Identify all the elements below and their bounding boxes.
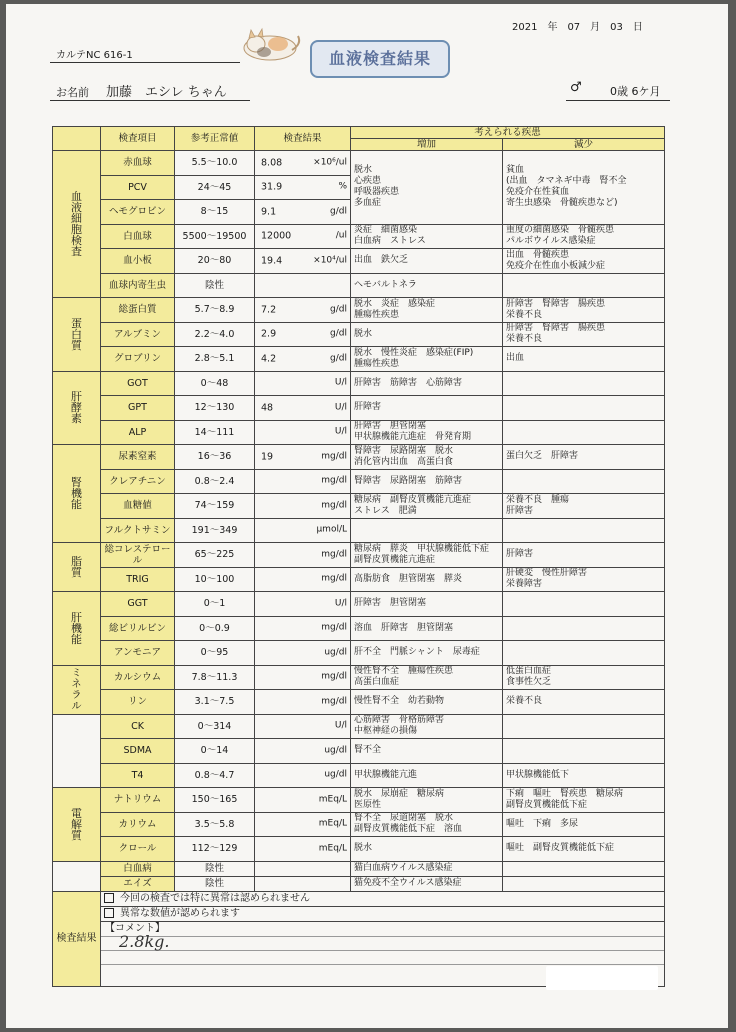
- result-cell: [255, 837, 351, 862]
- ref-value: 陰性: [175, 861, 255, 876]
- header-decrease: 減少: [503, 139, 665, 151]
- result-unit: ug/dl: [324, 647, 347, 658]
- ref-value: 5.7〜8.9: [175, 298, 255, 323]
- item-name: カリウム: [101, 812, 175, 837]
- result-unit: mEq/L: [318, 818, 347, 829]
- increase-cause: 肝不全 門脈シャント 尿毒症: [351, 641, 503, 666]
- ref-value: 14〜111: [175, 420, 255, 445]
- result-unit: mg/dl: [321, 671, 347, 682]
- age-underline: [566, 100, 670, 101]
- item-name: カルシウム: [101, 665, 175, 690]
- ref-value: 112〜129: [175, 837, 255, 862]
- item-name: 総蛋白質: [101, 298, 175, 323]
- decrease-cause: 肝障害 腎障害 腸疾患 栄養不良: [503, 322, 665, 347]
- result-value: 8.08: [261, 157, 283, 169]
- result-cell: [255, 298, 351, 323]
- header-disease: 考えられる疾患: [351, 127, 665, 139]
- result-unit: mg/dl: [321, 475, 347, 486]
- ref-value: 150〜165: [175, 788, 255, 813]
- increase-cause: 心筋障害 骨格筋障害 中枢神経の損傷: [351, 714, 503, 739]
- ref-value: 10〜100: [175, 567, 255, 592]
- result-unit: ug/dl: [324, 769, 347, 780]
- item-name: 尿素窒素: [101, 445, 175, 470]
- result-cell: [255, 788, 351, 813]
- group-liver-enzyme: 肝 酵 素: [53, 371, 101, 445]
- comment-label: 【コメント】: [105, 922, 165, 934]
- increase-cause: [351, 518, 503, 543]
- increase-cause: 炎症 細菌感染 白血病 ストレス: [351, 224, 503, 249]
- table-row: [53, 347, 665, 372]
- decrease-cause: 出血 骨髄疾患 免疫介在性血小板減少症: [503, 249, 665, 274]
- result-unit: U/l: [334, 426, 347, 437]
- increase-cause: ヘモバルトネラ: [351, 273, 503, 298]
- table-row: [53, 714, 665, 739]
- table-row: [53, 371, 665, 396]
- table-row: [53, 861, 665, 876]
- result-cell: [255, 420, 351, 445]
- table-row: [53, 224, 665, 249]
- decrease-cause: [503, 876, 665, 891]
- result-unit: g/dl: [330, 206, 347, 217]
- result-cell: [255, 151, 351, 176]
- table-row: [53, 396, 665, 421]
- ref-value: 5500〜19500: [175, 224, 255, 249]
- increase-cause: 猫白血病ウイルス感染症: [351, 861, 503, 876]
- decrease-cause: 下痢 嘔吐 腎疾患 糖尿病 副腎皮質機能低下症: [503, 788, 665, 813]
- comment-rule: [101, 936, 664, 937]
- result-value: 31.9: [261, 181, 283, 193]
- item-name: アルブミン: [101, 322, 175, 347]
- table-row: [53, 151, 665, 176]
- group-other: [53, 714, 101, 788]
- decrease-cause: [503, 396, 665, 421]
- increase-cause: 慢性腎不全 腫瘍性疾患 高蛋白血症: [351, 665, 503, 690]
- item-name: 総コレステロール: [101, 543, 175, 568]
- table-row: [53, 445, 665, 470]
- result-cell: [255, 224, 351, 249]
- result-value: 9.1: [261, 206, 277, 218]
- item-name: SDMA: [101, 739, 175, 764]
- header-item: 検査項目: [101, 127, 175, 151]
- item-name: リン: [101, 690, 175, 715]
- result-cell: [255, 812, 351, 837]
- ref-value: 74〜159: [175, 494, 255, 519]
- item-name: アンモニア: [101, 641, 175, 666]
- ref-value: 3.5〜5.8: [175, 812, 255, 837]
- item-name: GGT: [101, 592, 175, 617]
- cat-illustration-icon: [234, 18, 304, 62]
- ref-value: 191〜349: [175, 518, 255, 543]
- table-row: [53, 494, 665, 519]
- redaction-sticker: [546, 966, 658, 990]
- item-name: クレアチニン: [101, 469, 175, 494]
- result-value: 12000: [261, 230, 292, 242]
- ref-value: 16〜36: [175, 445, 255, 470]
- decrease-cause: [503, 273, 665, 298]
- result-unit: g/dl: [330, 353, 347, 364]
- ref-value: 0〜14: [175, 739, 255, 764]
- group-lipid: 脂 質: [53, 543, 101, 592]
- item-name: 血糖値: [101, 494, 175, 519]
- decrease-cause: [503, 861, 665, 876]
- table-header-row: [53, 127, 665, 139]
- table-row: [53, 616, 665, 641]
- ref-value: 0.8〜4.7: [175, 763, 255, 788]
- result-unit: mg/dl: [321, 451, 347, 462]
- result-unit: ug/dl: [324, 745, 347, 756]
- result-unit: mEq/L: [318, 843, 347, 854]
- increase-cause: 肝障害 筋障害 心筋障害: [351, 371, 503, 396]
- result-cell: [255, 641, 351, 666]
- result-unit: mg/dl: [321, 622, 347, 633]
- option-normal-text: 今回の検査では特に異常は認められません: [120, 893, 310, 904]
- ref-value: 24〜45: [175, 175, 255, 200]
- result-unit: μmol/L: [316, 524, 347, 535]
- option-normal-checkbox[interactable]: [104, 893, 114, 903]
- decrease-cause: 蛋白欠乏 肝障害: [503, 445, 665, 470]
- group-virus: [53, 861, 101, 891]
- result-value: 4.2: [261, 353, 277, 365]
- decrease-cause: 甲状腺機能低下: [503, 763, 665, 788]
- table-row: [53, 641, 665, 666]
- result-cell: [255, 396, 351, 421]
- rbc-increase: 脱水 心疾患 呼吸器疾患 多血症: [351, 151, 503, 225]
- increase-cause: 腎障害 尿路閉塞 脱水 消化管内出血 高蛋白食: [351, 445, 503, 470]
- exam-date: 2021 年 07 月 03 日: [512, 22, 643, 33]
- item-name: フルクトサミン: [101, 518, 175, 543]
- item-name: GOT: [101, 371, 175, 396]
- ref-value: 7.8〜11.3: [175, 665, 255, 690]
- group-kidney: 腎 機 能: [53, 445, 101, 543]
- sex-symbol: ♂: [570, 80, 582, 95]
- increase-cause: 溶血 肝障害 胆管閉塞: [351, 616, 503, 641]
- result-cell: [255, 494, 351, 519]
- decrease-cause: 嘔吐 下痢 多尿: [503, 812, 665, 837]
- ref-value: 2.8〜5.1: [175, 347, 255, 372]
- result-cell: [255, 714, 351, 739]
- item-name: 総ビリルビン: [101, 616, 175, 641]
- decrease-cause: [503, 592, 665, 617]
- item-name: エイズ: [101, 876, 175, 891]
- increase-cause: 高脂肪食 胆管閉塞 膵炎: [351, 567, 503, 592]
- result-cell: [255, 567, 351, 592]
- page-title: 血液検査結果: [310, 40, 450, 78]
- ref-value: 0〜0.9: [175, 616, 255, 641]
- item-name: クロール: [101, 837, 175, 862]
- increase-cause: 肝障害 胆管閉塞: [351, 592, 503, 617]
- name-underline: [50, 100, 250, 101]
- table-row: [53, 567, 665, 592]
- result-cell: [255, 665, 351, 690]
- result-unit: g/dl: [330, 328, 347, 339]
- table-row: [53, 518, 665, 543]
- decrease-cause: 肝硬変 慢性肝障害 栄養障害: [503, 567, 665, 592]
- increase-cause: 脱水: [351, 322, 503, 347]
- ref-value: 20〜80: [175, 249, 255, 274]
- header-increase: 増加: [351, 139, 503, 151]
- item-name: TRIG: [101, 567, 175, 592]
- decrease-cause: [503, 420, 665, 445]
- chart-number-underline: [50, 62, 240, 63]
- patient-age: 0歳 6ケ月: [610, 85, 661, 98]
- item-name: ナトリウム: [101, 788, 175, 813]
- item-name: 血小板: [101, 249, 175, 274]
- option-normal-cell: [101, 891, 665, 906]
- group-blood: 血 液 細 胞 検 査: [53, 151, 101, 298]
- result-unit: /ul: [335, 230, 347, 241]
- result-value: 48: [261, 402, 274, 414]
- decrease-cause: 重度の細菌感染 骨髄疾患 パルボウイルス感染症: [503, 224, 665, 249]
- table-row: [53, 690, 665, 715]
- comment-rule: [101, 950, 664, 951]
- table-row: [53, 837, 665, 862]
- table-row: [53, 543, 665, 568]
- item-name: 血球内寄生虫: [101, 273, 175, 298]
- result-cell: [255, 322, 351, 347]
- decrease-cause: 嘔吐 副腎皮質機能低下症: [503, 837, 665, 862]
- result-cell: [255, 739, 351, 764]
- result-unit: U/l: [334, 377, 347, 388]
- name-label: お名前: [56, 86, 89, 99]
- result-unit: ×10⁶/ul: [313, 157, 347, 168]
- result-cell: [255, 690, 351, 715]
- result-cell: [255, 469, 351, 494]
- increase-cause: 出血 鉄欠乏: [351, 249, 503, 274]
- result-cell: [255, 249, 351, 274]
- result-cell: [255, 616, 351, 641]
- decrease-cause: [503, 518, 665, 543]
- item-name: 赤血球: [101, 151, 175, 176]
- result-unit: ×10⁴/ul: [313, 255, 347, 266]
- increase-cause: 猫免疫不全ウイルス感染症: [351, 876, 503, 891]
- decrease-cause: 栄養不良 腫瘍 肝障害: [503, 494, 665, 519]
- summary-row: [53, 906, 665, 921]
- increase-cause: 慢性腎不全 幼若動物: [351, 690, 503, 715]
- table-row: [53, 273, 665, 298]
- handwritten-comment: 2.8kg.: [119, 931, 170, 951]
- ref-value: 陰性: [175, 876, 255, 891]
- table-row: [53, 739, 665, 764]
- ref-value: 3.1〜7.5: [175, 690, 255, 715]
- result-unit: mg/dl: [321, 500, 347, 511]
- result-cell: [255, 445, 351, 470]
- ref-value: 0〜314: [175, 714, 255, 739]
- patient-name: 加藤 エシレ ちゃん: [106, 85, 227, 100]
- result-cell: [255, 371, 351, 396]
- item-name: T4: [101, 763, 175, 788]
- ref-value: 5.5〜10.0: [175, 151, 255, 176]
- ref-value: 12〜130: [175, 396, 255, 421]
- item-name: 白血病: [101, 861, 175, 876]
- result-cell: [255, 273, 351, 298]
- decrease-cause: 栄養不良: [503, 690, 665, 715]
- decrease-cause: 肝障害: [503, 543, 665, 568]
- header-group-cell: [53, 127, 101, 151]
- header-result: 検査結果: [255, 127, 351, 151]
- increase-cause: 糖尿病 膵炎 甲状腺機能低下症 副腎皮質機能亢進症: [351, 543, 503, 568]
- decrease-cause: [503, 469, 665, 494]
- result-sheet: [6, 4, 728, 1028]
- increase-cause: 脱水 炎症 感染症 腫瘍性疾患: [351, 298, 503, 323]
- result-value: 19.4: [261, 255, 283, 267]
- increase-cause: 脱水 尿崩症 糖尿病 医原性: [351, 788, 503, 813]
- table-row: [53, 469, 665, 494]
- result-unit: mEq/L: [318, 794, 347, 805]
- result-cell: [255, 347, 351, 372]
- result-cell: [255, 518, 351, 543]
- table-row: [53, 420, 665, 445]
- item-name: ALP: [101, 420, 175, 445]
- option-abnormal-checkbox[interactable]: [104, 908, 114, 918]
- increase-cause: 脱水 慢性炎症 感染症(FIP) 腫瘍性疾患: [351, 347, 503, 372]
- ref-value: 2.2〜4.0: [175, 322, 255, 347]
- increase-cause: 肝障害: [351, 396, 503, 421]
- table-row: [53, 592, 665, 617]
- group-protein: 蛋 白 質: [53, 298, 101, 372]
- item-name: ヘモグロビン: [101, 200, 175, 225]
- table-row: [53, 812, 665, 837]
- result-cell: [255, 175, 351, 200]
- ref-value: 0.8〜2.4: [175, 469, 255, 494]
- summary-label: 検査結果: [53, 891, 101, 986]
- decrease-cause: [503, 616, 665, 641]
- decrease-cause: 肝障害 腎障害 腸疾患 栄養不良: [503, 298, 665, 323]
- result-unit: U/l: [334, 598, 347, 609]
- item-name: CK: [101, 714, 175, 739]
- decrease-cause: 出血: [503, 347, 665, 372]
- increase-cause: 脱水: [351, 837, 503, 862]
- header-ref: 参考正常値: [175, 127, 255, 151]
- table-row: [53, 788, 665, 813]
- ref-value: 8〜15: [175, 200, 255, 225]
- group-electrolyte: 電 解 質: [53, 788, 101, 862]
- item-name: PCV: [101, 175, 175, 200]
- chart-number: カルテNC 616-1: [56, 50, 133, 61]
- result-unit: mg/dl: [321, 696, 347, 707]
- result-cell: [255, 200, 351, 225]
- table-row: [53, 876, 665, 891]
- item-name: グロブリン: [101, 347, 175, 372]
- table-row: [53, 763, 665, 788]
- result-cell: [255, 543, 351, 568]
- group-liver-function: 肝 機 能: [53, 592, 101, 666]
- decrease-cause: [503, 371, 665, 396]
- result-unit: mg/dl: [321, 549, 347, 560]
- result-value: 7.2: [261, 304, 277, 316]
- table-row: [53, 322, 665, 347]
- result-cell: [255, 592, 351, 617]
- increase-cause: 腎不全 尿道閉塞 脱水 副腎皮質機能低下症 溶血: [351, 812, 503, 837]
- table-row: [53, 298, 665, 323]
- item-name: GPT: [101, 396, 175, 421]
- increase-cause: 肝障害 胆管閉塞 甲状腺機能亢進症 骨発育期: [351, 420, 503, 445]
- result-value: 19: [261, 451, 274, 463]
- result-cell: [255, 861, 351, 876]
- decrease-cause: [503, 714, 665, 739]
- ref-value: 陰性: [175, 273, 255, 298]
- result-cell: [255, 763, 351, 788]
- ref-value: 0〜1: [175, 592, 255, 617]
- decrease-cause: [503, 641, 665, 666]
- increase-cause: 腎障害 尿路閉塞 筋障害: [351, 469, 503, 494]
- group-mineral: ミ ネ ラ ル: [53, 665, 101, 714]
- item-name: 白血球: [101, 224, 175, 249]
- table-row: [53, 249, 665, 274]
- result-unit: U/l: [334, 720, 347, 731]
- decrease-cause: 低蛋白血症 食事性欠乏: [503, 665, 665, 690]
- result-unit: U/l: [334, 402, 347, 413]
- ref-value: 65〜225: [175, 543, 255, 568]
- result-unit: %: [338, 181, 347, 192]
- increase-cause: 腎不全: [351, 739, 503, 764]
- decrease-cause: [503, 739, 665, 764]
- increase-cause: 糖尿病 副腎皮質機能亢進症 ストレス 肥満: [351, 494, 503, 519]
- option-abnormal-text: 異常な数値が認められます: [120, 908, 240, 919]
- option-abnormal-cell: [101, 906, 665, 921]
- increase-cause: 甲状腺機能亢進: [351, 763, 503, 788]
- result-value: 2.9: [261, 328, 277, 340]
- table-row: [53, 665, 665, 690]
- comment-rule: [101, 964, 664, 965]
- summary-row: [53, 891, 665, 906]
- result-cell: [255, 876, 351, 891]
- ref-value: 0〜95: [175, 641, 255, 666]
- rbc-decrease: 貧血 (出血 タマネギ中毒 腎不全 免疫介在性貧血 寄生虫感染 骨髄疾患など): [503, 151, 665, 225]
- ref-value: 0〜48: [175, 371, 255, 396]
- result-unit: mg/dl: [321, 573, 347, 584]
- blood-test-table: [52, 126, 665, 987]
- result-unit: g/dl: [330, 304, 347, 315]
